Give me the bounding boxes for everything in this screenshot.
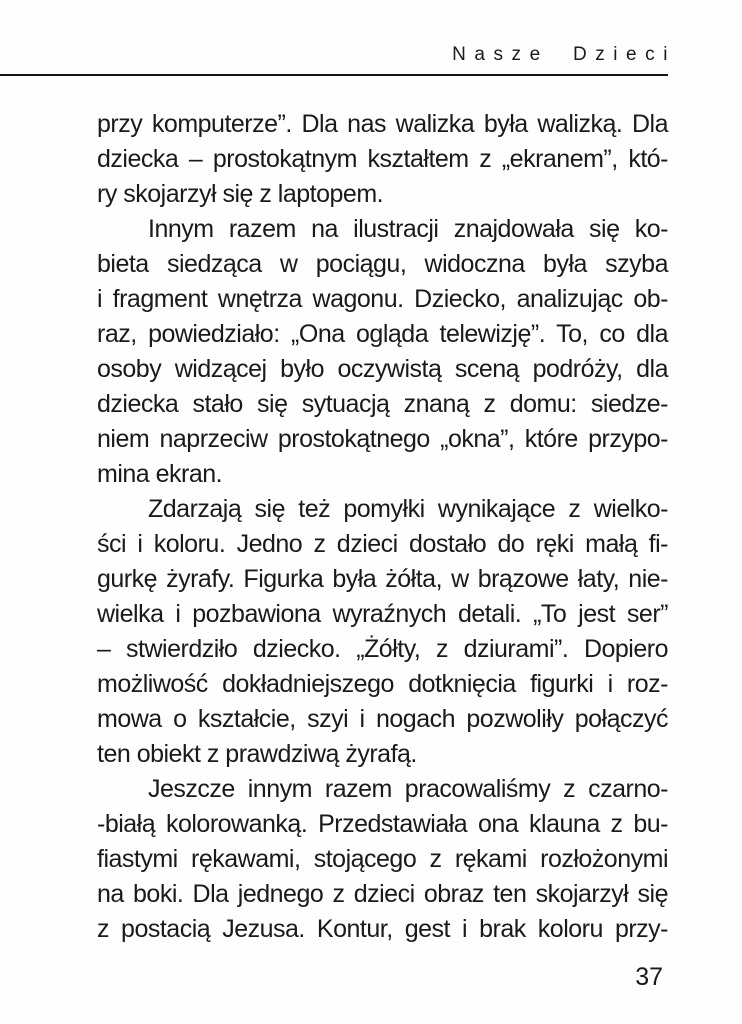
text-line: bieta siedząca w pociągu, widoczna była szyba bbox=[97, 250, 668, 278]
paragraph bbox=[97, 212, 668, 492]
text-line: gurkę żyrafy. Figurka była żółta, w brązowe łaty, nie- bbox=[97, 565, 668, 593]
text-line: z postacią Jezusa. Kontur, gest i brak koloru przy- bbox=[97, 915, 668, 943]
page-text bbox=[97, 107, 668, 947]
text-line: możliwość dokładniejszego dotknięcia figurki i roz- bbox=[97, 670, 668, 698]
text-line: mowa o kształcie, szyi i nogach pozwoliły połączyć bbox=[97, 705, 668, 733]
text-line: osoby widzącej było oczywistą sceną podróży, dla bbox=[97, 355, 668, 383]
text-line: – stwierdziło dziecko. „Żółty, z dziurami”. Dopiero bbox=[97, 635, 668, 663]
text-line: Jeszcze innym razem pracowaliśmy z czarno- bbox=[148, 775, 668, 803]
text-line: mina ekran. bbox=[97, 460, 223, 488]
text-line: przy komputerze”. Dla nas walizka była walizką. Dla bbox=[97, 110, 668, 138]
text-line: dziecka stało się sytuacją znaną z domu: siedze- bbox=[97, 390, 668, 418]
paragraph bbox=[97, 492, 668, 772]
text-line: raz, powiedziało: „Ona ogląda telewizję”. To, co dla bbox=[97, 320, 668, 348]
running-header-title: Nasze Dzieci bbox=[452, 44, 676, 65]
text-line: dziecka – prostokątnym kształtem z „ekranem”, któ- bbox=[97, 145, 668, 173]
text-line: wielka i pozbawiona wyraźnych detali. „To jest ser” bbox=[97, 600, 668, 628]
text-line: i fragment wnętrza wagonu. Dziecko, analizując ob- bbox=[97, 285, 668, 313]
paragraph bbox=[97, 772, 668, 947]
text-line: na boki. Dla jednego z dzieci obraz ten skojarzył się bbox=[97, 880, 668, 908]
text-line: ten obiekt z prawdziwą żyrafą. bbox=[97, 740, 417, 768]
header-rule bbox=[0, 74, 668, 76]
text-line: fiastymi rękawami, stojącego z rękami rozłożonymi bbox=[97, 845, 668, 873]
page-number: 37 bbox=[635, 963, 663, 991]
text-line: niem naprzeciw prostokątnego „okna”, które przypo- bbox=[97, 425, 668, 453]
paragraph bbox=[97, 107, 668, 212]
text-line: ry skojarzył się z laptopem. bbox=[97, 180, 384, 208]
text-line: Zdarzają się też pomyłki wynikające z wielko- bbox=[148, 495, 668, 523]
text-line: Innym razem na ilustracji znajdowała się ko- bbox=[148, 215, 668, 243]
text-line: ści i koloru. Jedno z dzieci dostało do ręki małą fi- bbox=[97, 530, 668, 558]
text-line: -białą kolorowanką. Przedstawiała ona klauna z bu- bbox=[97, 810, 668, 838]
